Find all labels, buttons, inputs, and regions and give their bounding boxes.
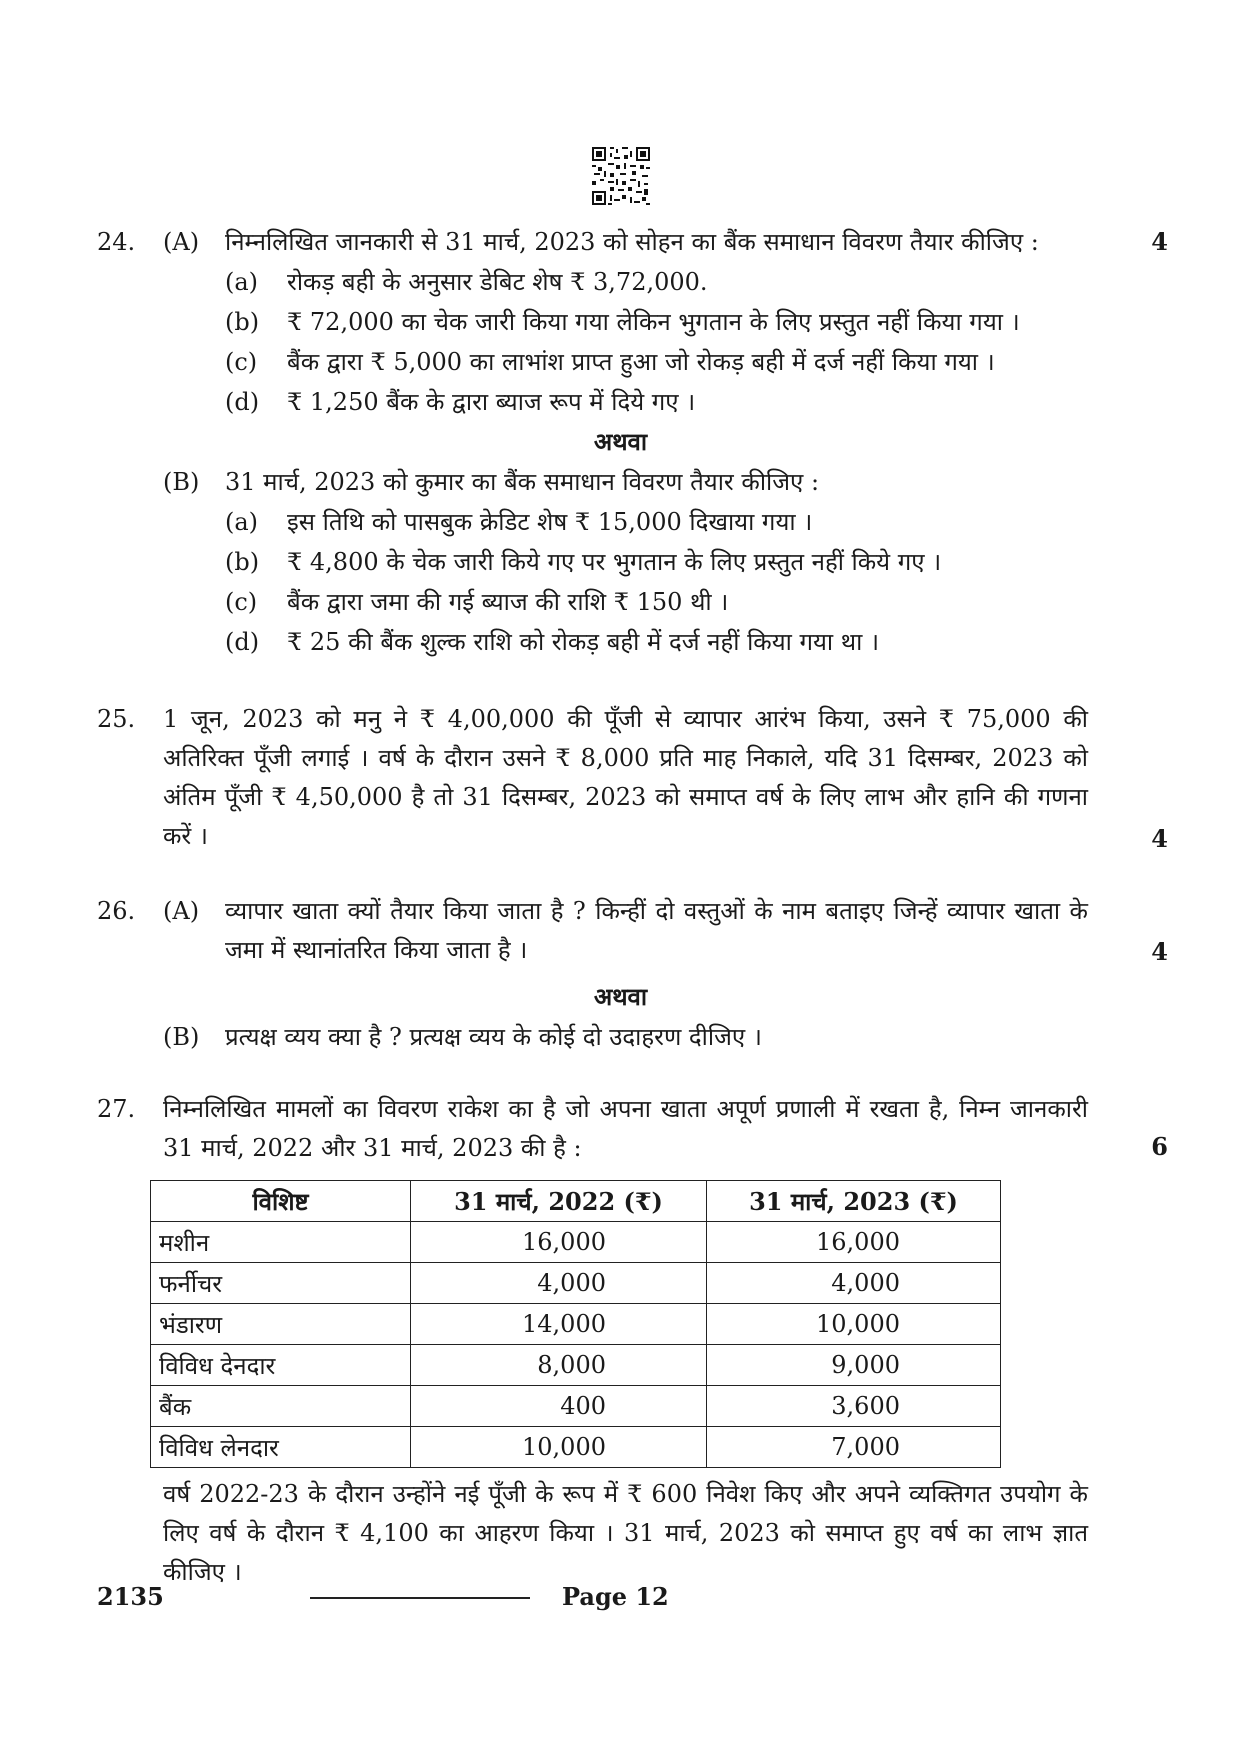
question-number: 27. <box>97 1095 136 1123</box>
marks: 4 <box>1151 227 1168 256</box>
question-number: 26. <box>97 897 136 925</box>
question-text: व्यापार खाता क्यों तैयार किया जाता है ? किन्हीं दो वस्तुओं के नाम बताइए जिन्हें व्यापार खाता के जमा में स्थानांतरित किया जाता है । <box>225 897 1088 964</box>
table-cell: मशीन <box>151 1222 411 1263</box>
table-cell: 4,000 <box>707 1263 1001 1304</box>
option-label: (B) <box>163 468 200 496</box>
option-label: (A) <box>163 228 200 256</box>
question-text: 31 मार्च, 2023 को कुमार का बैंक समाधान विवरण तैयार कीजिए : <box>225 468 820 496</box>
table-cell: फर्नीचर <box>151 1263 411 1304</box>
data-table-wrapper <box>150 1180 1001 1468</box>
table-cell: 4,000 <box>411 1263 707 1304</box>
table-cell: 16,000 <box>707 1222 1001 1263</box>
question-text: प्रत्यक्ष व्यय क्या है ? प्रत्यक्ष व्यय के कोई दो उदाहरण दीजिए । <box>225 1023 762 1051</box>
table-cell: 9,000 <box>707 1345 1001 1386</box>
table-cell: बैंक <box>151 1386 411 1427</box>
table-row <box>151 1386 1001 1427</box>
footer-rule <box>310 1597 530 1599</box>
data-table <box>150 1180 1001 1468</box>
column-header: 31 मार्च, 2022 (₹) <box>411 1181 707 1222</box>
sub-item-text: बैंक द्वारा ₹ 5,000 का लाभांश प्राप्त हुआ जो रोकड़ बही में दर्ज नहीं किया गया । <box>287 348 995 376</box>
table-header-row <box>151 1181 1001 1222</box>
sub-item-text: रोकड़ बही के अनुसार डेबिट शेष ₹ 3,72,000. <box>287 268 708 296</box>
sub-item-text: ₹ 4,800 के चेक जारी किये गए पर भुगतान के लिए प्रस्तुत नहीं किये गए । <box>287 548 942 576</box>
table-row <box>151 1427 1001 1468</box>
or-separator: अथवा <box>593 427 648 456</box>
column-header: विशिष्ट <box>151 1181 411 1222</box>
table-cell: विविध लेनदार <box>151 1427 411 1468</box>
column-header: 31 मार्च, 2023 (₹) <box>707 1181 1001 1222</box>
table-cell: 10,000 <box>707 1304 1001 1345</box>
table-cell: 400 <box>411 1386 707 1427</box>
sub-item-label: (a) <box>225 508 259 536</box>
sub-item-text: इस तिथि को पासबुक क्रेडिट शेष ₹ 15,000 दिखाया गया । <box>287 508 813 536</box>
table-row <box>151 1222 1001 1263</box>
table-row <box>151 1304 1001 1345</box>
marks: 4 <box>1151 824 1168 853</box>
question-number: 24. <box>97 228 136 256</box>
paper-code: 2135 <box>97 1582 164 1611</box>
sub-item-label: (d) <box>225 388 260 416</box>
sub-item-text: ₹ 25 की बैंक शुल्क राशि को रोकड़ बही में दर्ज नहीं किया गया था । <box>287 628 880 656</box>
sub-item-label: (d) <box>225 628 260 656</box>
table-cell: 14,000 <box>411 1304 707 1345</box>
marks: 6 <box>1151 1132 1168 1161</box>
sub-item-label: (c) <box>225 588 258 616</box>
table-cell: 7,000 <box>707 1427 1001 1468</box>
sub-item-label: (b) <box>225 548 260 576</box>
sub-item-text: ₹ 1,250 बैंक के द्वारा ब्याज रूप में दिये गए । <box>287 388 696 416</box>
table-cell: 10,000 <box>411 1427 707 1468</box>
page-number: Page 12 <box>562 1582 669 1611</box>
table-cell: भंडारण <box>151 1304 411 1345</box>
sub-item-label: (b) <box>225 308 260 336</box>
qr-code-icon <box>592 147 650 205</box>
question-text: 1 जून, 2023 को मनु ने ₹ 4,00,000 की पूँजी से व्यापार आरंभ किया, उसने ₹ 75,000 की अतिरिक्त पूँजी लगाई । वर्ष के दौरान उसने ₹ 8,000 प्रति माह निकाले, यदि 31 दिसम्बर, 2023 को अंतिम पूँजी ₹ 4,50,000 है तो 31 दिसम्बर, 2023 को समाप्त वर्ष के लिए लाभ और हानि की गणना करें । <box>163 705 1088 850</box>
table-cell: 16,000 <box>411 1222 707 1263</box>
table-cell: 3,600 <box>707 1386 1001 1427</box>
question-text: निम्नलिखित जानकारी से 31 मार्च, 2023 को सोहन का बैंक समाधान विवरण तैयार कीजिए : <box>225 228 1039 256</box>
table-cell: विविध देनदार <box>151 1345 411 1386</box>
table-row <box>151 1263 1001 1304</box>
sub-item-label: (a) <box>225 268 259 296</box>
sub-item-text: ₹ 72,000 का चेक जारी किया गया लेकिन भुगतान के लिए प्रस्तुत नहीं किया गया । <box>287 308 1020 336</box>
question-text-continued: वर्ष 2022-23 के दौरान उन्होंने नई पूँजी के रूप में ₹ 600 निवेश किए और अपने व्यक्तिगत उपयोग के लिए वर्ष के दौरान ₹ 4,100 का आहरण किया । 31 मार्च, 2023 को समाप्त हुए वर्ष का लाभ ज्ञात कीजिए । <box>163 1480 1088 1586</box>
or-separator: अथवा <box>593 982 648 1011</box>
table-row <box>151 1345 1001 1386</box>
question-number: 25. <box>97 705 136 733</box>
option-label: (B) <box>163 1023 200 1051</box>
marks: 4 <box>1151 937 1168 966</box>
question-text: निम्नलिखित मामलों का विवरण राकेश का है जो अपना खाता अपूर्ण प्रणाली में रखता है, निम्न जानकारी 31 मार्च, 2022 और 31 मार्च, 2023 की है : <box>163 1095 1088 1162</box>
sub-item-text: बैंक द्वारा जमा की गई ब्याज की राशि ₹ 150 थी । <box>287 588 729 616</box>
option-label: (A) <box>163 897 200 925</box>
sub-item-label: (c) <box>225 348 258 376</box>
table-cell: 8,000 <box>411 1345 707 1386</box>
